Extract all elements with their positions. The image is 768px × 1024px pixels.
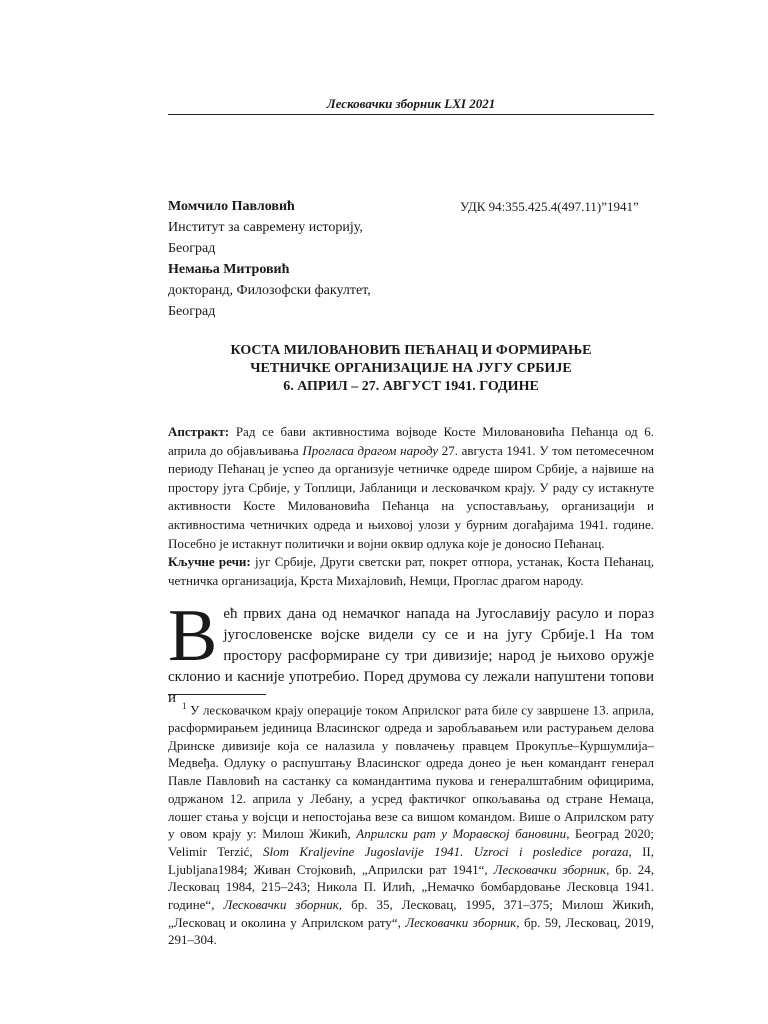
- article-title: [168, 342, 654, 396]
- author-2-city: Београд: [168, 304, 216, 319]
- drop-cap: В: [168, 595, 218, 677]
- udk-code: УДК 94:355.425.4(497.11)”1941”: [460, 199, 639, 214]
- footnote-1: [168, 698, 654, 949]
- footnote-italic: Лесковачки зборник: [405, 914, 517, 930]
- title-line-3: 6. АПРИЛ – 27. АВГУСТ 1941. ГОДИНЕ: [283, 379, 539, 394]
- author-block: [168, 196, 468, 322]
- footnote-number: 1: [182, 701, 187, 711]
- abstract-italic-title: Прогласа драгом народу: [302, 442, 439, 458]
- title-line-1: КОСТА МИЛОВАНОВИЋ ПЕЋАНАЦ И ФОРМИРАЊЕ: [230, 343, 592, 358]
- footnote-italic: Slom Kraljevine Jugoslavije 1941. Uzroci i posledice poraza: [263, 843, 629, 859]
- footnote-text: , бр. 24, Лесковац 1984, 215–243; Никола П. Илић, „Немачко бомбардовање Лесковца 1941. године“,: [168, 861, 654, 913]
- footnote-italic: Лесковачки зборник: [223, 897, 339, 913]
- title-line-2: ЧЕТНИЧКЕ ОРГАНИЗАЦИЈЕ НА ЈУГУ СРБИЈЕ: [250, 361, 572, 376]
- footnote-italic: Лесковачки зборник: [493, 861, 607, 877]
- keywords-text: југ Србије, Други светски рат, покрет отпора, устанак, Коста Пећанац, четничка организација, Крста Михајловић, Немци, Проглас драгом народу.: [168, 554, 654, 588]
- footnote-text: , бр. 35, Лесковац, 1995, 371–375; Милош Жикић, „Лесковац и околина у Априлском рату“,: [168, 897, 654, 930]
- keywords-label: Кључне речи:: [168, 554, 251, 570]
- abstract-paragraph: [168, 423, 654, 553]
- body-paragraph-text: eћ првих дана од немачког напада на Југославију расуло и пораз југословенске војске видели су се и на југу Србије.1 На том простору расформиране су три дивизије; народ је њихово оружје склонио и касније употребио. Поред друмова су лежали напуштени топови и: [168, 606, 654, 706]
- running-head: Лесковачки зборник LXI 2021: [326, 96, 496, 111]
- footnote-text: , Београд 2020; Velimir Terzić,: [168, 826, 654, 859]
- footnote-text: , II, Ljubljana1984; Живан Стојковић, „Априлски рат 1941“,: [168, 843, 655, 877]
- keywords-paragraph: [168, 553, 654, 590]
- abstract: [168, 423, 654, 590]
- abstract-label: Апстракт:: [168, 424, 230, 439]
- abstract-text-b: 27. августа 1941. У том петомесечном периоду Пећанац је успео да организује четничке одреде широм Србије, а највише на простору југа Србије, у Топлици, Јабланици и лесковачком крају. У раду су истакнуте активности Косте Миловановића Пећанца на успостављању, организацији и активностима четничких одреда и њиховој улози у бурним догађајима 1941. године. Посебно је истакнут политички и војни оквир одлука које је доносио Пећанац.: [168, 442, 654, 551]
- author-1-affiliation: Институт за савремену историју,: [168, 220, 363, 235]
- author-1-name: Момчило Павловић: [168, 199, 295, 214]
- author-1-city: Београд: [168, 241, 216, 256]
- footnote-text: , бр. 59, Лесковац, 2019, 291–304.: [168, 914, 654, 948]
- footnote-rule: [168, 694, 266, 695]
- footnote-italic: Априлски рат у Моравској бановини: [356, 826, 567, 842]
- header-rule: [168, 114, 654, 115]
- author-2-name: Немања Митровић: [168, 262, 290, 277]
- author-2-affiliation: докторанд, Филозофски факултет,: [168, 283, 371, 298]
- footnote-text: У лесковачком крају операције током Априлског рата биле су завршене 13. априла, расформирањем јединица Власинског одреда и заробљавањем или растурањем делова Дринске дивизије која се налазила у повлачењу правцем Прокупље–Куршумлија–Медвеђа. Одлуку о распуштању Власинског одреда донео је њен командант генерал Павле Павловић на састанку са командантима пукова и генералштабним официрима, одржаном 12. априла у Лебану, а усред фактичког опкољавања од стране Немаца, лошег стања у војсци и непостојања везе са вишом командом. Више о Априлском рату у овом крају у: Милош Жикић,: [168, 702, 654, 842]
- abstract-text-a: Рад се бави активностима војводе Косте Миловановића Пећанца од 6. априла до објављивања: [168, 424, 654, 458]
